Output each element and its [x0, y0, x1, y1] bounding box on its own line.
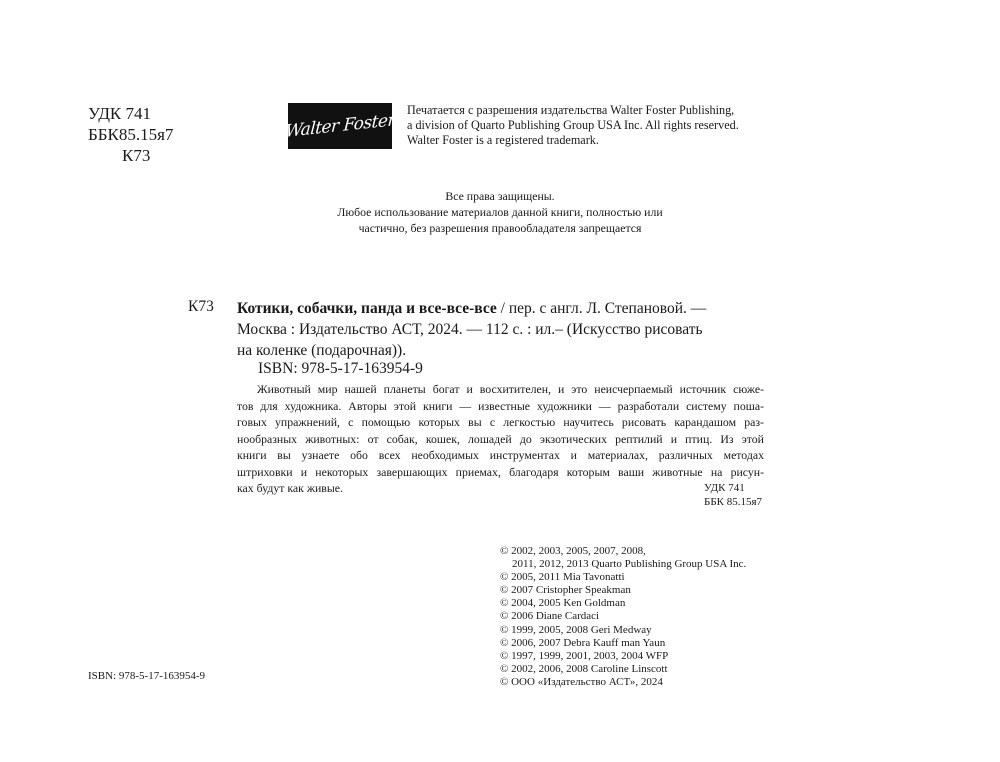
permission-line: Walter Foster is a registered trademark. — [407, 133, 599, 147]
copyright-line: © 2006, 2007 Debra Kauff man Yaun — [500, 636, 666, 649]
annotation-line: ках будут как живые. — [237, 481, 343, 495]
copyright-line: 2011, 2012, 2013 Quarto Publishing Group USA Inc. — [512, 558, 747, 571]
book-title: Котики, собачки, панда и все-все-все — [237, 300, 497, 317]
citation-line-2: Москва : Издательство АСТ, 2024. — 112 с. : ил.– (Искусство рисовать — [237, 321, 703, 338]
citation-line-1 — [237, 298, 780, 319]
copyright-line: © 2007 Cristopher Speakman — [500, 584, 631, 597]
permission-line: a division of Quarto Publishing Group USA Inc. All rights reserved. — [407, 118, 739, 132]
rights-notice — [280, 188, 720, 236]
citation-line-3: на коленке (подарочная)). — [237, 342, 407, 359]
permission-notice — [407, 103, 787, 148]
annotation-line: Животный мир нашей планеты богат и восхитителен, и это неисчерпаемый источник сюже- — [257, 382, 764, 396]
classification-block — [88, 103, 173, 166]
permission-line: Печатается с разрешения издательства Walter Foster Publishing, — [407, 103, 735, 117]
rights-line: частично, без разрешения правообладателя запрещается — [358, 221, 642, 235]
copyright-line: © 1999, 2005, 2008 Geri Medway — [500, 623, 652, 636]
copyright-line: © ООО «Издательство АСТ», 2024 — [500, 675, 663, 688]
annotation-line: говых упражнений, с помощью которых вы с легкостью научитесь рисовать карандашом раз- — [237, 415, 764, 429]
annotation — [237, 381, 764, 497]
rights-line: Любое использование материалов данной книги, полностью или — [337, 205, 663, 219]
copyright-list — [500, 545, 746, 689]
rights-line: Все права защищены. — [445, 189, 555, 203]
bibliographic-citation — [237, 298, 780, 361]
entry-author-mark: К73 — [188, 298, 214, 315]
udk-code: УДК 741 — [88, 104, 152, 123]
annotation-udk: УДК 741 — [704, 482, 745, 494]
logo-text: Walter Foster — [284, 110, 396, 142]
copyright-line: © 2002, 2006, 2008 Caroline Linscott — [500, 662, 668, 675]
annotation-line: книги вы узнаете обо всех необходимых инструментах и материалах, различных методах — [237, 448, 764, 462]
annotation-classification — [704, 481, 762, 509]
annotation-bbk: ББК 85.15я7 — [704, 496, 763, 508]
copyright-line: © 2004, 2005 Ken Goldman — [500, 597, 626, 610]
copyright-line: © 2005, 2011 Mia Tavonatti — [500, 571, 625, 584]
bbk-code: ББК85.15я7 — [88, 125, 174, 144]
walter-foster-logo — [284, 103, 396, 149]
annotation-line: штриховки и некоторых завершающих приемах, благодаря которым ваши животные на рисун- — [237, 464, 764, 479]
annotation-line: тов для художника. Авторы этой книги — известные художники — разработали систему поша- — [237, 398, 764, 413]
copyright-line: © 1997, 1999, 2001, 2003, 2004 WFP — [500, 649, 669, 662]
copyright-line: © 2002, 2003, 2005, 2007, 2008, — [500, 545, 646, 557]
copyright-line: © 2006 Diane Cardaci — [500, 610, 600, 623]
annotation-line: нообразных животных: от собак, кошек, лошадей до экзотических рептилий и птиц. Из этой — [237, 431, 764, 446]
isbn-main: ISBN: 978-5-17-163954-9 — [258, 360, 423, 377]
author-mark: К73 — [122, 146, 151, 165]
isbn-bottom: ISBN: 978-5-17-163954-9 — [88, 670, 206, 682]
translator-note: / пер. с англ. Л. Степановой. — — [496, 300, 707, 317]
